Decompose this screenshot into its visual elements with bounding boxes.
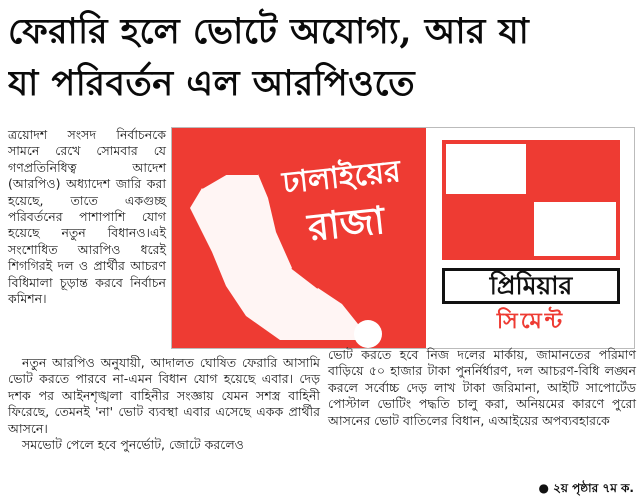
premier-cement-logo xyxy=(442,140,620,339)
article-intro-column xyxy=(8,127,166,307)
advertisement[interactable] xyxy=(171,127,635,349)
brand-squares-icon xyxy=(442,140,620,260)
ad-slogan-line-2: রাজা xyxy=(305,196,387,250)
article-paragraph: ভোট করতে হবে নিজ দলের মার্কায়, জামানতের পরিমাণ বাড়িয়ে ৫০ হাজার টাকা পুনর্নির্ধারণ, দল আচরণ-বিধি লঙ্ঘন করলে সর্বোচ্চ দেড় লাখ টাকা জরিমানা, আইটি সাপোর্টেড পোস্টাল ভোটিং পদ্ধতি চালু করা, অনিয়মের কারণে পুরো আসনের ভোট বাতিলের বিধান, এআইয়ের অপব্যবহারকে xyxy=(328,347,636,428)
ad-red-panel xyxy=(172,128,426,349)
continued-on-page-link[interactable]: ● ২য় পৃষ্ঠার ৭ম ক. xyxy=(538,481,634,495)
brand-name-primary: প্রিমিয়ার xyxy=(489,271,573,300)
article-body-left xyxy=(8,355,320,453)
article-paragraph: নতুন আরপিও অনুযায়ী, আদালত ঘোষিত ফেরারি আসামি ভোট করতে পারবে না-এমন বিধান যোগ হয়েছে এবার। দেড় দশক পর আইনশৃঙ্খলা বাহিনীর সংজ্ঞায় যেমন সশস্ত্র বাহিনী ফিরেছে, তেমনই 'না' ভোট ব্যবস্থা এবার এসেছে একক প্রার্থীর আসনে। xyxy=(8,355,320,436)
ad-slogan-line-1: ঢালাইয়ের xyxy=(280,154,403,202)
brand-name-secondary: সিমেন্ট xyxy=(496,309,566,334)
brand-name-bar xyxy=(442,268,620,304)
ad-slogan xyxy=(260,148,429,256)
headline-line-2: যা পরিবর্তন এল আরপিওতে xyxy=(8,63,416,104)
article-body-right xyxy=(328,347,636,429)
headline xyxy=(8,6,636,110)
article-intro-paragraph: ত্রয়োদশ সংসদ নির্বাচনকে সামনে রেখে সোমবার যে গণপ্রতিনিধিত্ব আদেশ (আরপিও) অধ্যাদেশ জারি করা হয়েছে, তাতে একগুচ্ছ পরিবর্তনের পাশাপাশি যোগ হয়েছে নতুন বিধানও।এই সংশোধিত আরপিও ধরেই শিগগিরই দল ও প্রার্থীর আচরণ বিধিমালা চূড়ান্ত করবে নির্বাচন কমিশন। xyxy=(8,127,166,307)
article-paragraph: সমভোট পেলে হবে পুনর্ভোট, জোটে করলেও xyxy=(22,437,244,453)
headline-line-1: ফেরারি হলে ভোটে অযোগ্য, আর যা xyxy=(8,11,530,52)
